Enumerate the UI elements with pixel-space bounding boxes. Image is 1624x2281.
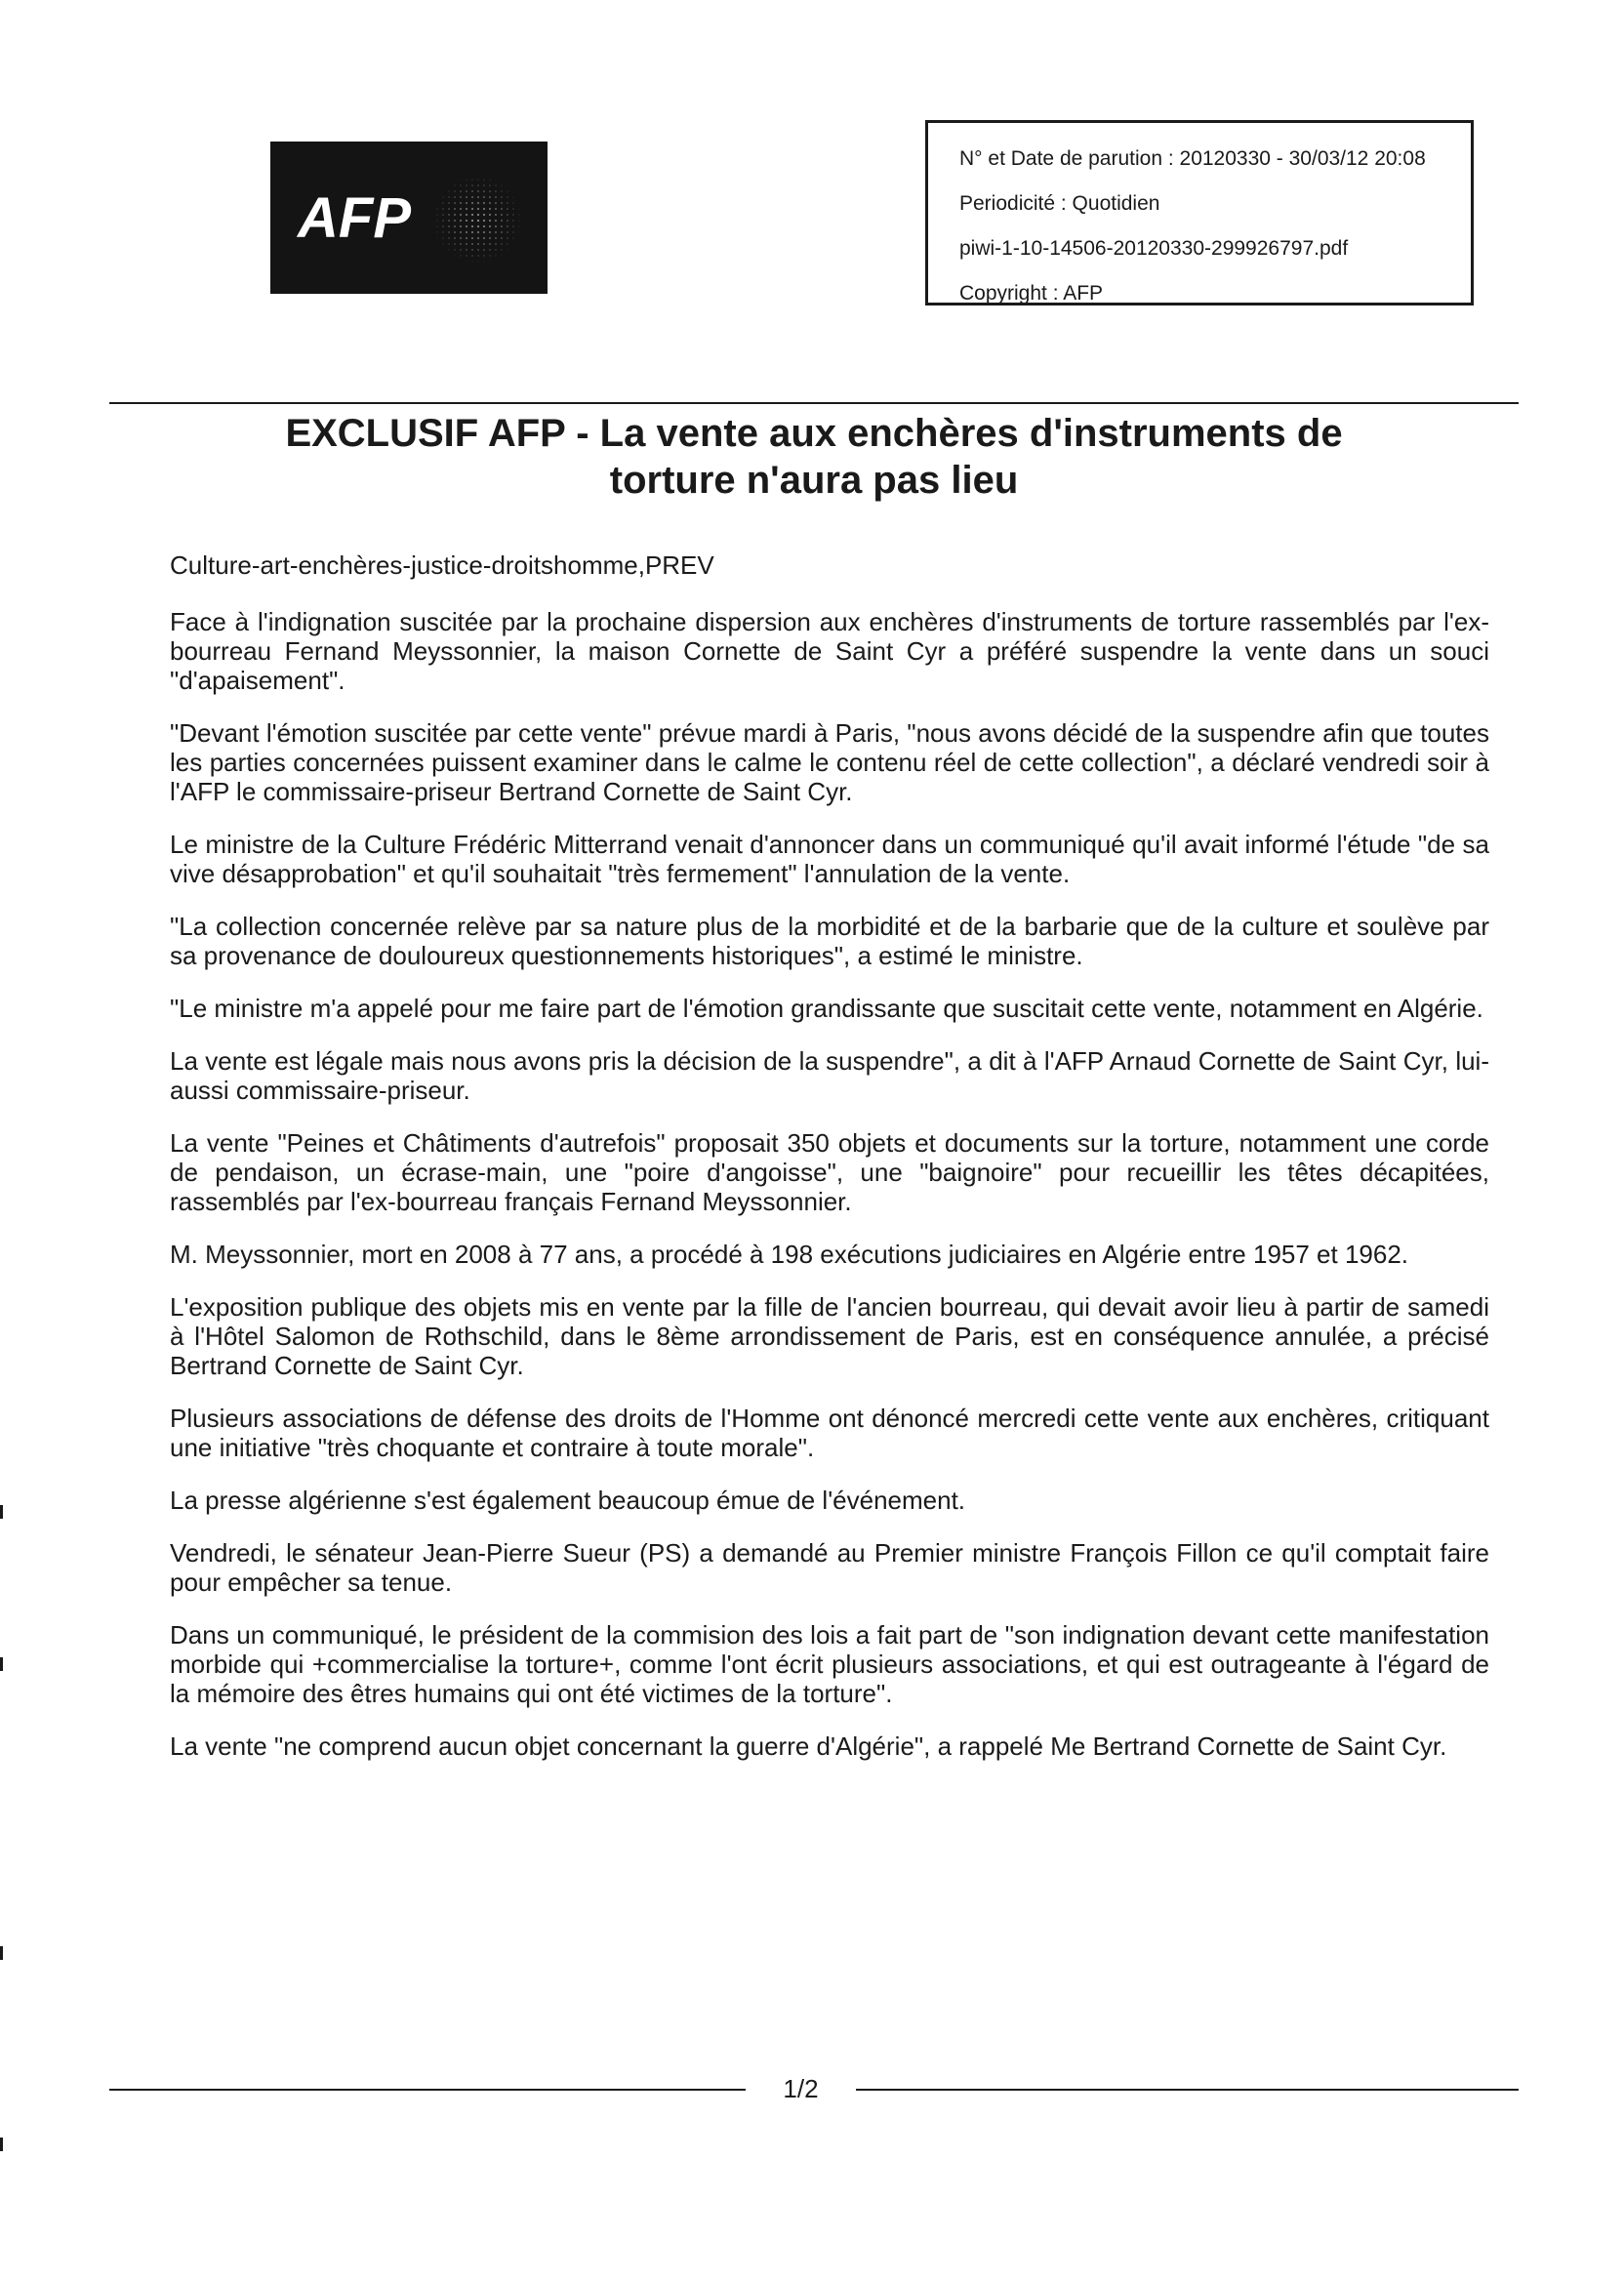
source-filename: piwi-1-10-14506-20120330-299926797.pdf [959, 237, 1349, 260]
article-paragraph: L'exposition publique des objets mis en vente par la fille de l'ancien bourreau, qui devait avoir lieu à partir de samedi à l'Hôtel Salomon de Rothschild, dans le 8ème arrondissement de Paris, est en conséquence annulée, a précisé Bertrand Cornette de Saint Cyr. [170, 1292, 1489, 1380]
article-paragraph: Le ministre de la Culture Frédéric Mitterrand venait d'annoncer dans un communiqué qu'il avait informé l'étude "de sa vive désapprobation" et qu'il souhaitait "très fermement" l'annulation de la vente. [170, 830, 1489, 888]
article-paragraph: "Devant l'émotion suscitée par cette vente" prévue mardi à Paris, "nous avons décidé de la suspendre afin que toutes les parties concernées puissent examiner dans le calme le contenu réel de cette collection", a déclaré vendredi soir à l'AFP le commissaire-priseur Bertrand Cornette de Saint Cyr. [170, 718, 1489, 806]
article-title-line-2: torture n'aura pas lieu [609, 459, 1019, 502]
scan-margin-mark [0, 2138, 3, 2151]
article-paragraph: La presse algérienne s'est également beaucoup émue de l'événement. [170, 1486, 966, 1515]
publication-info-box [925, 120, 1474, 305]
article-tags: Culture-art-enchères-justice-droitshomme,PREV [170, 550, 714, 580]
afp-logo [270, 142, 548, 294]
afp-logo-graphic [270, 142, 548, 294]
page-number: 1/2 [783, 2074, 819, 2103]
scan-margin-mark [0, 1657, 3, 1671]
copyright: Copyright : AFP [959, 282, 1104, 305]
article-paragraph: Dans un communiqué, le président de la commision des lois a fait part de "son indignation devant cette manifestation morbide qui +commercialise la torture+, comme l'ont écrit plusieurs associations, et qui est outrageante à l'égard de la mémoire des êtres humains qui ont été victimes de la torture". [170, 1620, 1489, 1708]
article-paragraph: La vente "ne comprend aucun objet concernant la guerre d'Algérie", a rappelé Me Bertrand Cornette de Saint Cyr. [170, 1731, 1447, 1761]
scan-margin-mark [0, 1505, 3, 1519]
footer-divider-left [109, 2089, 746, 2091]
afp-logo-text: AFP [298, 186, 411, 250]
article-paragraph: Face à l'indignation suscitée par la prochaine dispersion aux enchères d'instruments de torture rassemblés par l'ex-bourreau Fernand Meyssonnier, la maison Cornette de Saint Cyr a préféré suspendre la vente dans un souci "d'apaisement". [170, 607, 1489, 695]
article-paragraph: La vente "Peines et Châtiments d'autrefois" proposait 350 objets et documents sur la torture, notamment une corde de pendaison, un écrase-main, une "poire d'angoisse", une "baignoire" pour recueillir les têtes décapitées, rassemblés par l'ex-bourreau français Fernand Meyssonnier. [170, 1128, 1489, 1216]
article-paragraph: "La collection concernée relève par sa nature plus de la morbidité et de la barbarie que de la culture et soulève par sa provenance de douloureux questionnements historiques", a estimé le ministre. [170, 912, 1489, 970]
article-paragraph: Plusieurs associations de défense des droits de l'Homme ont dénoncé mercredi cette vente aux enchères, critiquant une initiative "très choquante et contraire à toute morale". [170, 1404, 1489, 1462]
article-body [170, 607, 1489, 1784]
article-paragraph: "Le ministre m'a appelé pour me faire part de l'émotion grandissante que suscitait cette vente, notamment en Algérie. [170, 994, 1483, 1023]
publication-date: N° et Date de parution : 20120330 - 30/03/12 20:08 [959, 147, 1426, 170]
scan-margin-mark [0, 1946, 3, 1960]
header-divider [109, 402, 1519, 404]
article-title-line-1: EXCLUSIF AFP - La vente aux enchères d'instruments de [285, 412, 1343, 455]
article-paragraph: Vendredi, le sénateur Jean-Pierre Sueur (PS) a demandé au Premier ministre François Fillon ce qu'il comptait faire pour empêcher sa tenue. [170, 1538, 1489, 1597]
article-title [109, 410, 1519, 504]
periodicity: Periodicité : Quotidien [959, 192, 1160, 215]
article-paragraph: M. Meyssonnier, mort en 2008 à 77 ans, a procédé à 198 exécutions judiciaires en Algérie entre 1957 et 1962. [170, 1240, 1409, 1269]
article-paragraph: La vente est légale mais nous avons pris la décision de la suspendre", a dit à l'AFP Arnaud Cornette de Saint Cyr, lui-aussi commissaire-priseur. [170, 1046, 1489, 1105]
footer-divider-right [856, 2089, 1519, 2091]
